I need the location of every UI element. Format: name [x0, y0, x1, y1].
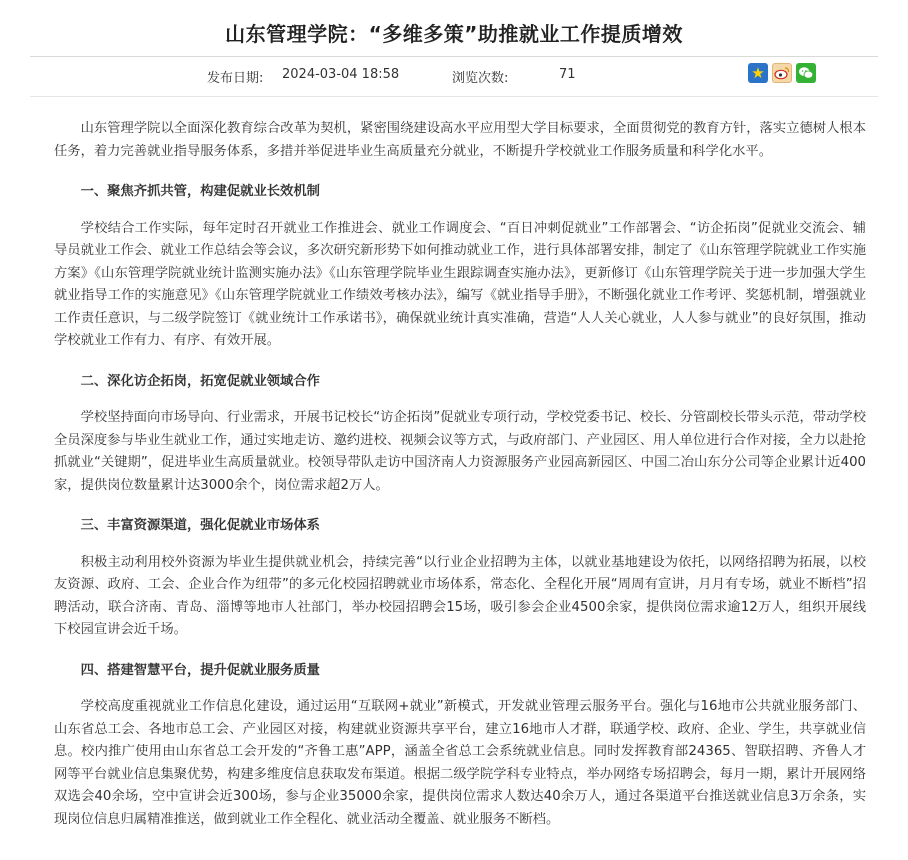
publish-date-label: 发布日期:	[207, 71, 264, 86]
section-paragraph: 学校坚持面向市场导向、行业需求，开展书记校长“访企拓岗”促就业专项行动，学校党委书记、校长、分管副校长带头示范，带动学校全员深度参与毕业生就业工作，通过实地走访、邀约进校、视频会议等方式，与政府部门、产业园区、用人单位进行合作对接，全力以赴抢抓就业“关键期”，促进毕业生高质量就业。校领导带队走访中国济南人力资源服务产业园高新园区、中国二冶山东分公司等企业累计近400家，提供岗位数量累计达3000余个，岗位需求超2万人。	[54, 410, 866, 493]
section-heading: 二、深化访企拓岗，拓宽促就业领域合作	[80, 373, 320, 389]
section-heading: 四、搭建智慧平台，提升促就业服务质量	[80, 662, 320, 678]
meta-divider	[30, 96, 878, 97]
section-paragraph: 积极主动利用校外资源为毕业生提供就业机会，持续完善“以行业企业招聘为主体，以就业基地建设为依托，以网络招聘为拓展，以校友资源、政府、工会、企业合作为纽带”的多元化校园招聘就业市场体系，常态化、全程化开展“周周有宣讲，月月有专场，就业不断档”招聘活动，联合济南、青岛、淄博等地市人社部门，举办校园招聘会15场，吸引参会企业4500余家，提供岗位需求逾12万人，组织开展线下校园宣讲会近千场。	[54, 554, 866, 637]
favorite-star-icon[interactable]: ★	[748, 63, 768, 83]
title-divider	[30, 56, 878, 57]
view-count-value: 71	[559, 67, 576, 82]
section-heading: 一、聚焦齐抓共管，构建促就业长效机制	[80, 184, 320, 199]
intro-paragraph: 山东管理学院以全面深化教育综合改革为契机，紧密围绕建设高水平应用型大学目标要求，全面贯彻党的教育方针，落实立德树人根本任务，着力完善就业指导服务体系，多措并举促进毕业生高质量充分就业，不断提升学校就业工作服务质量和科学化水平。	[54, 121, 866, 159]
article-title: 山东管理学院：“多维多策”助推就业工作提质增效	[225, 22, 683, 46]
wechat-icon[interactable]	[796, 63, 816, 83]
section-paragraph: 学校高度重视就业工作信息化建设，通过运用“互联网+就业”新模式，开发就业管理云服务平台。强化与16地市公共就业服务部门、山东省总工会、各地市总工会、产业园区对接，构建就业资源共享平台，建立16地市人才群，联通学校、政府、企业、学生，共享就业信息。校内推广使用由山东省总工会开发的“齐鲁工惠”APP，涵盖全省总工会系统就业信息。同时发挥教育部24365、智联招聘、齐鲁人才网等平台就业信息集聚优势，构建多维度信息获取发布渠道。根据二级学院学科专业特点，举办网络专场招聘会，每月一期，累计开展网络双选会40余场，空中宣讲会近300场，参与企业35000余家，提供岗位需求人数达40余万人，通过各渠道平台推送就业信息3万余条，实现岗位信息归属精准推送，做到就业工作全程化、就业活动全覆盖、就业服务不断档。	[54, 699, 866, 827]
publish-date-value: 2024-03-04 18:58	[282, 67, 400, 82]
weibo-icon[interactable]	[772, 63, 792, 83]
view-count-label: 浏览次数:	[452, 71, 509, 86]
section-paragraph: 学校结合工作实际，每年定时召开就业工作推进会、就业工作调度会、“百日冲刺促就业”工作部署会、“访企拓岗”促就业交流会、辅导员就业工作会、就业工作总结会等会议，多次研究新形势下如何推动就业工作，进行具体部署安排，制定了《山东管理学院就业工作实施方案》《山东管理学院就业统计监测实施办法》《山东管理学院毕业生跟踪调查实施办法》，更新修订《山东管理学院关于进一步加强大学生就业指导工作的实施意见》《山东管理学院就业工作绩效考核办法》，编写《就业指导手册》，不断强化就业工作考评、奖惩机制，增强就业工作责任意识，与二级学院签订《就业统计工作承诺书》，确保就业统计真实准确，营造“人人关心就业，人人参与就业”的良好氛围，推动学校就业工作有力、有序、有效开展。	[54, 220, 866, 348]
article-body	[54, 118, 866, 831]
share-bar	[748, 63, 816, 83]
section-heading: 三、丰富资源渠道，强化促就业市场体系	[80, 518, 320, 533]
